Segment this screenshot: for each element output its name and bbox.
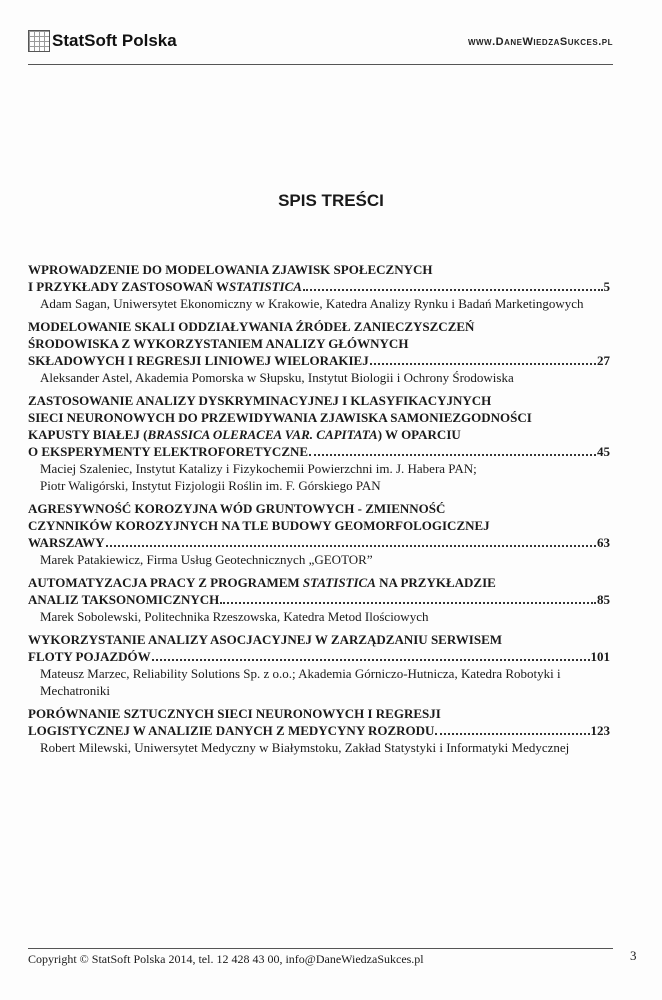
footer-copyright: Copyright © StatSoft Polska 2014, tel. 12 428 43 00, info@DaneWiedzaSukces.pl — [28, 952, 424, 966]
title-segment: CZYNNIKÓW KOROZYJNYCH NA TLE BUDOWY GEOMORFOLOGICZNEJ — [28, 518, 490, 533]
header-url: www.DaneWiedzaSukces.pl — [467, 36, 613, 48]
entry-title-line — [28, 261, 610, 278]
entry-title-line — [28, 318, 610, 335]
page-number: 3 — [630, 948, 637, 963]
entry-authors: Piotr Waligórski, Instytut Fizjologii Roślin im. F. Górskiego PAN — [40, 478, 381, 493]
dot-leader — [220, 602, 596, 604]
entry-title-line — [28, 352, 610, 369]
entry-title-line — [28, 517, 610, 534]
entry-page-number: 85 — [597, 592, 610, 607]
entry-title-line — [28, 335, 610, 352]
entry-page-number: 63 — [597, 535, 610, 550]
table-of-contents — [28, 261, 610, 762]
entry-page-number: 123 — [590, 723, 610, 738]
toc-entry — [28, 392, 610, 494]
entry-authors: Marek Sobolewski, Politechnika Rzeszowska, Katedra Metod Ilościowych — [40, 609, 429, 624]
entry-authors: Marek Patakiewicz, Firma Usług Geotechnicznych „GEOTOR” — [40, 552, 373, 567]
dot-leader — [370, 363, 596, 365]
toc-entry — [28, 631, 610, 699]
title-segment: STATISTICA — [228, 279, 302, 294]
entry-authors: Mateusz Marzec, Reliability Solutions Sp. z o.o.; Akademia Górniczo-Hutnicza, Katedra Robotyki i Mechatroniki — [40, 666, 561, 698]
entry-title-line — [28, 500, 610, 517]
entry-authors: Maciej Szaleniec, Instytut Katalizy i Fizykochemii Powierzchni im. J. Habera PAN; — [40, 461, 477, 476]
title-segment: FLOTY POJAZDÓW — [28, 649, 151, 664]
chart-logo-icon — [28, 30, 50, 52]
title-segment: ANALIZ TAKSONOMICZNYCH — [28, 592, 220, 607]
entry-title-line — [28, 443, 610, 460]
title-segment: PORÓWNANIE SZTUCZNYCH SIECI NEURONOWYCH I REGRESJI — [28, 706, 441, 721]
toc-entry — [28, 500, 610, 568]
entry-title-line — [28, 631, 610, 648]
page-header — [28, 30, 613, 60]
title-segment: AUTOMATYZACJA PRACY Z PROGRAMEM — [28, 575, 303, 590]
entry-title-line — [28, 534, 610, 551]
entry-title-line — [28, 705, 610, 722]
title-segment: I PRZYKŁADY ZASTOSOWAŃ W — [28, 279, 229, 294]
page-title: SPIS TREŚCI — [278, 191, 384, 210]
brand-name: StatSoft Polska — [52, 31, 177, 50]
title-segment: ZASTOSOWANIE ANALIZY DYSKRYMINACYJNEJ I KLASYFIKACYJNYCH — [28, 393, 492, 408]
dot-leader — [106, 545, 596, 547]
entry-authors: Aleksander Astel, Akademia Pomorska w Słupsku, Instytut Biologii i Ochrony Środowiska — [40, 370, 514, 385]
header-divider — [28, 64, 613, 65]
toc-entry — [28, 705, 610, 756]
entry-page-number: 27 — [597, 353, 610, 368]
footer-divider — [28, 948, 613, 949]
title-segment: ) W OPARCIU — [377, 427, 461, 442]
dot-leader — [303, 289, 603, 291]
title-segment: STATISTICA — [302, 575, 376, 590]
entry-page-number: 101 — [590, 649, 610, 664]
entry-title-line — [28, 591, 610, 608]
title-segment: ŚRODOWISKA Z WYKORZYSTANIEM ANALIZY GŁÓWNYCH — [28, 336, 409, 351]
title-segment: LOGISTYCZNEJ W ANALIZIE DANYCH Z MEDYCYNY ROZRODU — [28, 723, 435, 738]
title-segment: WYKORZYSTANIE ANALIZY ASOCJACYJNEJ W ZARZĄDZANIU SERWISEM — [28, 632, 503, 647]
entry-title-line — [28, 409, 610, 426]
entry-title-line — [28, 392, 610, 409]
title-segment: WPROWADZENIE DO MODELOWANIA ZJAWISK SPOŁECZNYCH — [28, 262, 433, 277]
entry-authors: Adam Sagan, Uniwersytet Ekonomiczny w Krakowie, Katedra Analizy Rynku i Badań Marketingowych — [40, 296, 584, 311]
entry-title-line — [28, 722, 610, 739]
entry-page-number: 5 — [603, 279, 610, 294]
title-segment: MODELOWANIE SKALI ODDZIAŁYWANIA ŹRÓDEŁ ZANIECZYSZCZEŃ — [28, 319, 475, 334]
entry-title-line — [28, 648, 610, 665]
entry-title-line — [28, 574, 610, 591]
title-segment: O EKSPERYMENTY ELEKTROFORETYCZNE — [28, 444, 309, 459]
dot-leader — [435, 733, 589, 735]
title-segment: AGRESYWNOŚĆ KOROZYJNA WÓD GRUNTOWYCH - ZMIENNOŚĆ — [28, 501, 446, 516]
toc-entry — [28, 574, 610, 625]
dot-leader — [152, 659, 590, 661]
title-segment: NA PRZYKŁADZIE — [375, 575, 496, 590]
title-segment: SKŁADOWYCH I REGRESJI LINIOWEJ WIELORAKIEJ — [28, 353, 369, 368]
title-segment: KAPUSTY BIAŁEJ ( — [28, 427, 148, 442]
dot-leader — [309, 454, 596, 456]
entry-page-number: 45 — [597, 444, 610, 459]
toc-entry — [28, 261, 610, 312]
entry-authors: Robert Milewski, Uniwersytet Medyczny w Białymstoku, Zakład Statystyki i Informatyki Medycznej — [40, 740, 570, 755]
title-segment: WARSZAWY — [28, 535, 105, 550]
entry-title-line — [28, 278, 610, 295]
statsoft-logo — [28, 30, 177, 52]
entry-title-line — [28, 426, 610, 443]
title-segment: BRASSICA OLERACEA VAR. CAPITATA — [147, 427, 378, 442]
toc-entry — [28, 318, 610, 386]
title-segment: SIECI NEURONOWYCH DO PRZEWIDYWANIA ZJAWISKA SAMONIEZGODNOŚCI — [28, 410, 532, 425]
